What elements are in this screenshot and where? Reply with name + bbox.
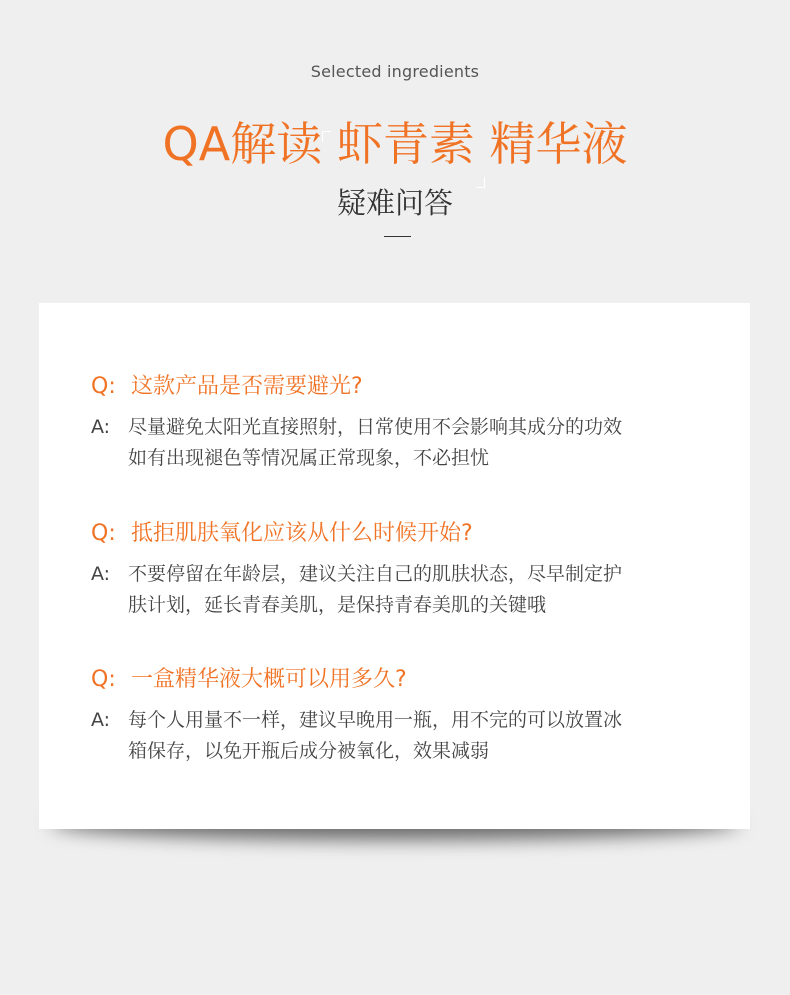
answer-line: 尽量避免太阳光直接照射，日常使用不会影响其成分的功效	[128, 416, 623, 438]
answer	[91, 412, 711, 474]
question-text: 这款产品是否需要避光?	[131, 374, 363, 399]
answer	[91, 559, 711, 621]
question-text: 一盒精华液大概可以用多久?	[131, 667, 407, 692]
question	[91, 372, 711, 402]
answer-line: 箱保存，以免开瓶后成分被氧化，效果减弱	[128, 740, 490, 762]
answer-line: 肤计划，延长青春美肌，是保持青春美肌的关键哦	[128, 594, 547, 616]
question	[91, 665, 711, 695]
question-prefix: Q:	[91, 374, 116, 399]
page-title: QA解读 虾青素 精华液	[162, 117, 628, 171]
subtitle-en: Selected ingredients	[310, 62, 480, 81]
answer-prefix: A:	[91, 709, 111, 731]
question	[91, 519, 711, 549]
answer-line: 如有出现褪色等情况属正常现象，不必担忧	[128, 447, 490, 469]
answer-line: 不要停留在年龄层，建议关注自己的肌肤状态，尽早制定护	[128, 563, 623, 585]
qa-card	[39, 303, 750, 829]
qa-item-2	[91, 519, 711, 621]
question-prefix: Q:	[91, 521, 116, 546]
qa-item-1	[91, 372, 711, 474]
answer-line: 每个人用量不一样，建议早晚用一瓶，用不完的可以放置冰	[128, 709, 623, 731]
qa-item-3	[91, 665, 711, 767]
answer-prefix: A:	[91, 563, 111, 585]
answer-prefix: A:	[91, 416, 111, 438]
title-divider	[384, 236, 411, 237]
question-text: 抵拒肌肤氧化应该从什么时候开始?	[131, 521, 473, 546]
answer	[91, 705, 711, 767]
subtitle-cn: 疑难问答	[336, 186, 453, 220]
question-prefix: Q:	[91, 667, 116, 692]
title-bracket-top-left	[322, 131, 331, 142]
